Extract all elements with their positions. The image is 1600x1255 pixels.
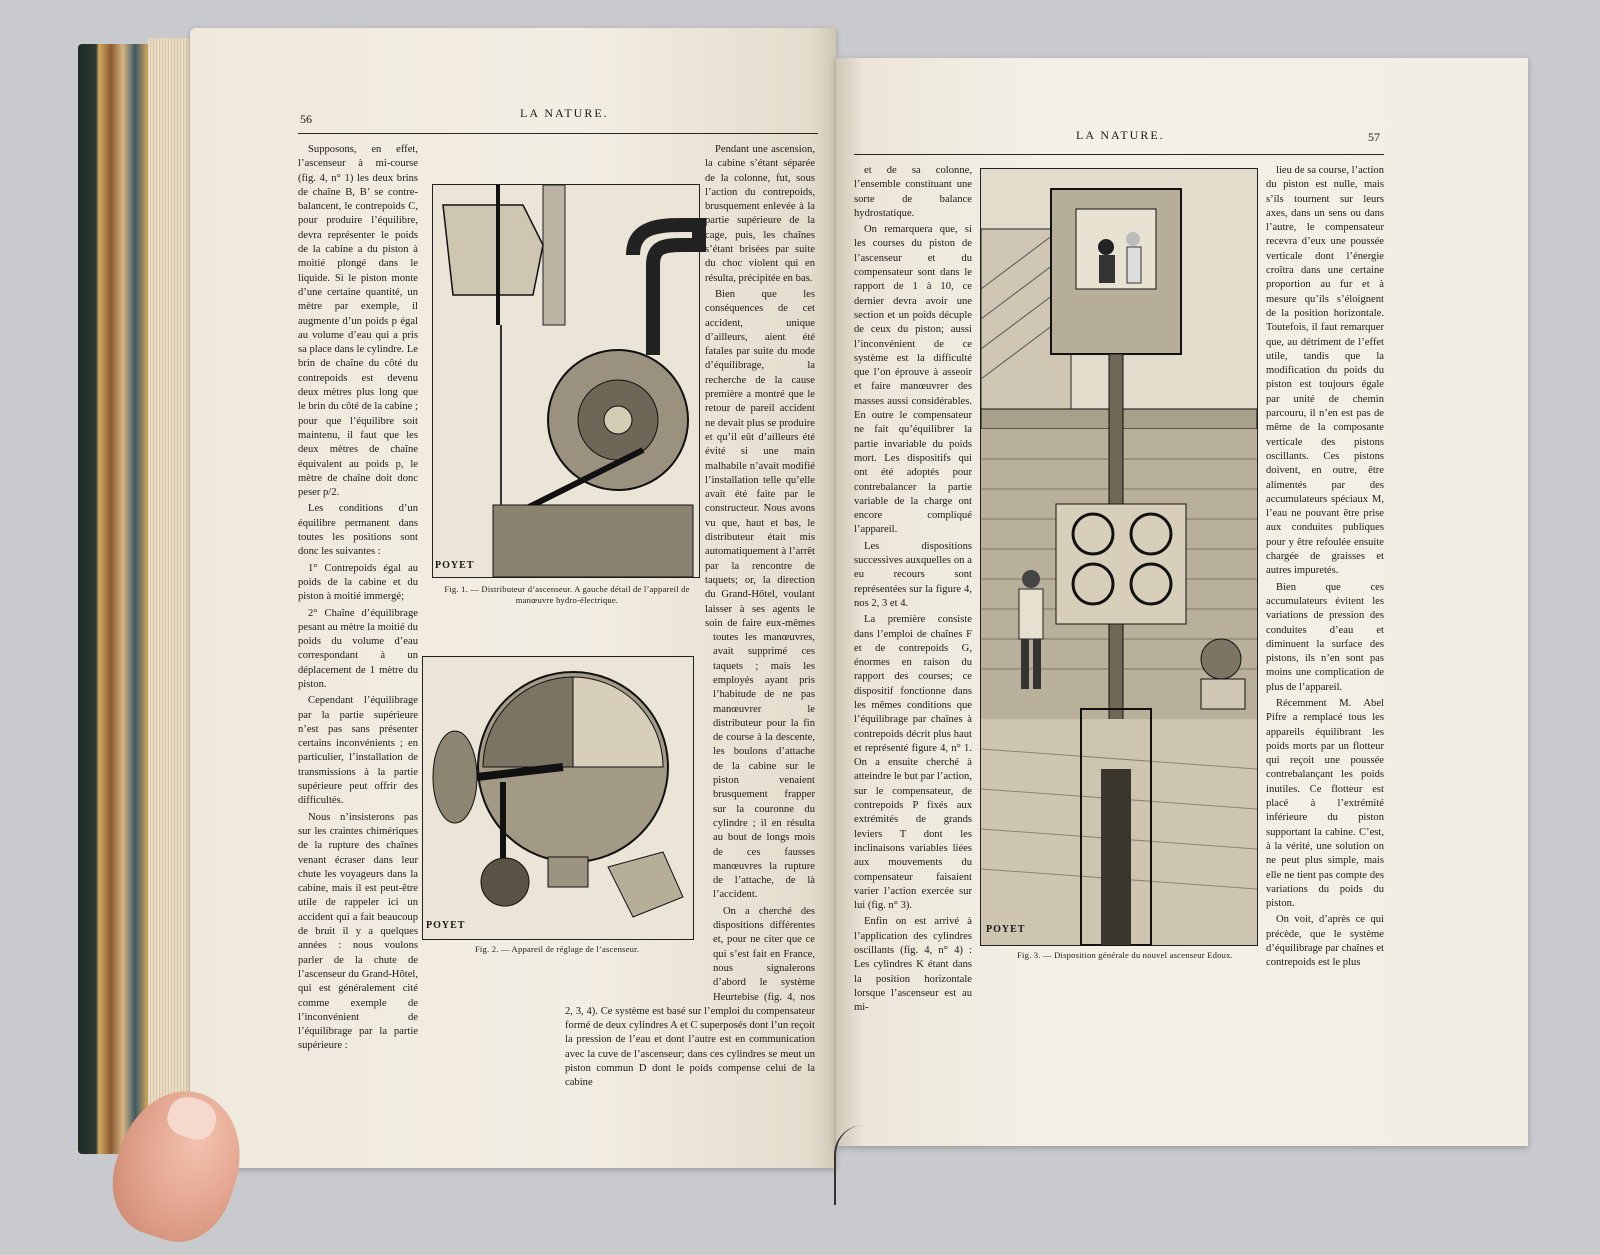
engraver-signature: POYET: [435, 560, 475, 571]
paragraph: Récemment M. Abel Pifre a remplacé tous les appareils équilibrant les poids morts par un flotteur qui reçoit une poussée contrebalançant les poids inutiles. Ce flotteur est placé à l’extrémité inférieure du piston supportant la cabine. C’est, à la vérité, une solution on ne peut plus simple, mais elle ne tient pas compte des variations du poids du piston.: [1266, 697, 1384, 910]
figure-2-caption: Fig. 2. — Appareil de réglage de l’ascenseur.: [474, 944, 640, 954]
figure-3-caption: Fig. 3. — Disposition générale du nouvel ascenseur Edoux.: [1017, 950, 1233, 960]
paragraph: On remarquera que, si les courses du piston de l’ascenseur et du compensateur sont dans le rapport de 1 à 10, ce dernier devra avoir une section et un poids décuple de ceux du piston; aussi l’inconvénient de ce système est la difficulté que l’on éprouve à asseoir et faire manœuvrer des masses aussi considérables. En outre le compensateur ne fait qu’équilibrer la partie invariable du poids mort. Les dispositifs qui ont été adoptés pour contrebalancer la partie variable de la charge ont encore compliqué l’appareil.: [854, 224, 972, 536]
text-column-2: [565, 143, 815, 1089]
figure-2-wrap-space: [565, 661, 713, 991]
paragraph: Les dispositions successives auxquelles on a eu recours sont représentées sur la figure 4, nos 2, 3 et 4.: [854, 540, 972, 609]
figure-1-caption: Fig. 1. — Distributeur d’ascenseur. A gauche détail de l’appareil de manœuvre hydro-électrique.: [444, 584, 690, 605]
elevator-cross-section-illustration: [981, 169, 1257, 945]
paragraph: 1° Contrepoids égal au poids de la cabine et du piston à moitié immergé;: [298, 562, 418, 603]
paragraph: Cependant l’équilibrage par la partie supérieure n’est pas sans présenter certains inconvénients ; en particulier, l’installation de transmissions à la partie supérieure peut offrir des difficultés.: [298, 695, 418, 807]
engraver-signature: POYET: [986, 924, 1026, 935]
bookmark-ribbon: [834, 1125, 864, 1205]
engraver-signature: POYET: [426, 920, 466, 931]
text-column-1: [298, 143, 419, 1052]
page-number: 57: [1368, 130, 1380, 144]
left-page: [190, 28, 836, 1168]
figure-1-wrap-space: [565, 143, 705, 633]
paragraph: Nous n’insisterons pas sur les craintes chimériques de la rupture des chaînes venant écraser dans leur chute les voyageurs dans la cabine, mais il est peut-être utile de rappeler ici un accident qui a fait beaucoup de bruit il y a quelques années : nous voulons parler de la chute de l’ascenseur du Grand-Hôtel, qui est généralement cité comme exemple de l’inconvénient de l’équilibrage par la partie supérieure :: [298, 811, 418, 1052]
paragraph: Bien que les conséquences de cet accident, unique d’ailleurs, aient été fatales par suite du mode d’équilibrage, la recherche de la cause première a montré que le retour de pareil accident ne devait plus se produire et qu’il eût d’ailleurs été évité si une main malhabile n’avait modifié l’installation telle qu’elle avait été faite par le constructeur. Nous avons vu que, haut et bas, le distributeur était mis automatiquement à l’arrêt par la rencontre de taquets; or, la direction du Grand-Hôtel, voulant laisser à ses agents le soin de faire eux-mêmes toutes les manœuvres, avait supprimé ces taquets ; mais les employés ayant pris l’habitude de ne pas manœuvrer le distributeur pour la fin de course à la descente, les boulons d’attache de la cabine sur le piston venaient brusquement frapper sur la couronne du cylindre ; il en résulta au bout de longs mois de ces fausses manœuvres la rupture de l’attache, de là l’accident.: [705, 288, 815, 901]
paragraph: On voit, d’après ce qui précède, que le système d’équilibrage par chaînes et contrepoids est le plus: [1266, 914, 1384, 969]
text-column-1: [854, 164, 972, 1088]
running-header: LA NATURE.: [1076, 128, 1165, 142]
header-rule: [854, 154, 1384, 155]
page-edges: [148, 38, 196, 1148]
page-number: 56: [300, 112, 312, 126]
text-column-2: [1266, 164, 1384, 1088]
paragraph: et de sa colonne, l’ensemble constituant une sorte de balance hydrostatique.: [854, 165, 972, 219]
paragraph: lieu de sa course, l’action du piston est nulle, mais s’ils tournent sur leurs axes, dans un sens ou dans l’autre, le compensateur recevra d’eux une poussée verticale dont l’énergie croîtra dans une certaine proportion au fur et à mesure qu’ils s’éloignent de la position horizontale. Toutefois, il faut remarquer que, au détriment de l’effet utile, tandis que la modification du poids du piston est toujours égale par unité de chemin parcouru, il n’en est pas de même de la composante verticale des pistons oscillants. Ces pistons doivent, en outre, être alimentés par des accumulateurs spéciaux M, l’eau ne pouvant être prise aux conduites publiques pour y être refoulée ensuite chargée de graisses et autres impuretés.: [1266, 165, 1384, 577]
right-page: [836, 58, 1528, 1146]
paragraph: La première consiste dans l’emploi de chaînes F et de contrepoids G, énormes en raison du rapport des courses; ce dispositif fonctionne dans les mêmes conditions que l’équilibrage par chaînes à contrepoids décrit plus haut et représenté figure 4, n° 1. On a ensuite cherché à atteindre le but par l’action, sur le compensateur, de contrepoids P fixés aux extrémités de grands leviers T dont les inclinaisons variables liées aux mouvements du compensateur faisaient varier l’action exercée sur lui (fig. n° 3).: [854, 614, 972, 912]
paragraph: Supposons, en effet, l’ascenseur à mi-course (fig. 4, n° 1) les deux brins de chaîne B, B’ se contre-balancent, le contrepoids C, pour produire l’équilibre, devra représenter le poids de la cabine a du piston à moitié plongé dans le liquide. Si le piston monte d’une certaine quantité, un mètre par exemple, il augmente d’un poids p égal au volume d’eau qui a pris sa place dans le cylindre. Le brin de chaîne du côté du contrepoids est devenu deux mètres plus long que le brin du côté de la cabine ; pour que l’équilibre soit maintenu, il faut que les deux mètres de chaîne équivalent au poids p, le mètre de chaîne doit donc peser p/2.: [298, 144, 419, 499]
paragraph: On a cherché des dispositions différentes et, pour ne citer que ce qui s’est fait en France, nous signalerons d’abord le système Heurtebise (fig. 4, nos 2, 3, 4). Ce système est basé sur l’emploi du compensateur formé de deux cylindres A et C superposés dont l’un reçoit la pression de l’eau et dont l’autre est en communication avec la cuve de l’ascenseur; dans ces cylindres se meut un piston commun D dont le poids compense celui de la cabine: [565, 905, 815, 1089]
running-header: LA NATURE.: [520, 106, 609, 120]
paragraph: 2° Chaîne d’équilibrage pesant au mètre la moitié du poids du volume d’eau correspondant à un déplacement de 1 mètre du piston.: [298, 607, 418, 690]
paragraph: Bien que ces accumulateurs évitent les variations de pression des conduites d’eau et diminuent la surface des pistons, ils n’en sont pas moins une complication de plus de l’appareil.: [1266, 581, 1384, 693]
paragraph: Enfin on est arrivé à l’application des cylindres oscillants (fig. 4, n° 4) : Les cylindres K étant dans la position horizontale lorsque l’ascenseur est au mi-: [854, 916, 972, 1014]
figure-3-engraving: [980, 168, 1258, 946]
paragraph: Pendant une ascension, la cabine s’étant séparée de la colonne, fut, sous l’action du contrepoids, brusquement enlevée à la partie supérieure de la cage, puis, les chaînes s’étant brisées par suite du choc violent qui en résulta, précipitée en bas.: [705, 144, 815, 284]
paragraph: Les conditions d’un équilibre permanent dans toutes les positions sont donc les suivantes :: [298, 503, 418, 558]
header-rule: [298, 133, 818, 134]
